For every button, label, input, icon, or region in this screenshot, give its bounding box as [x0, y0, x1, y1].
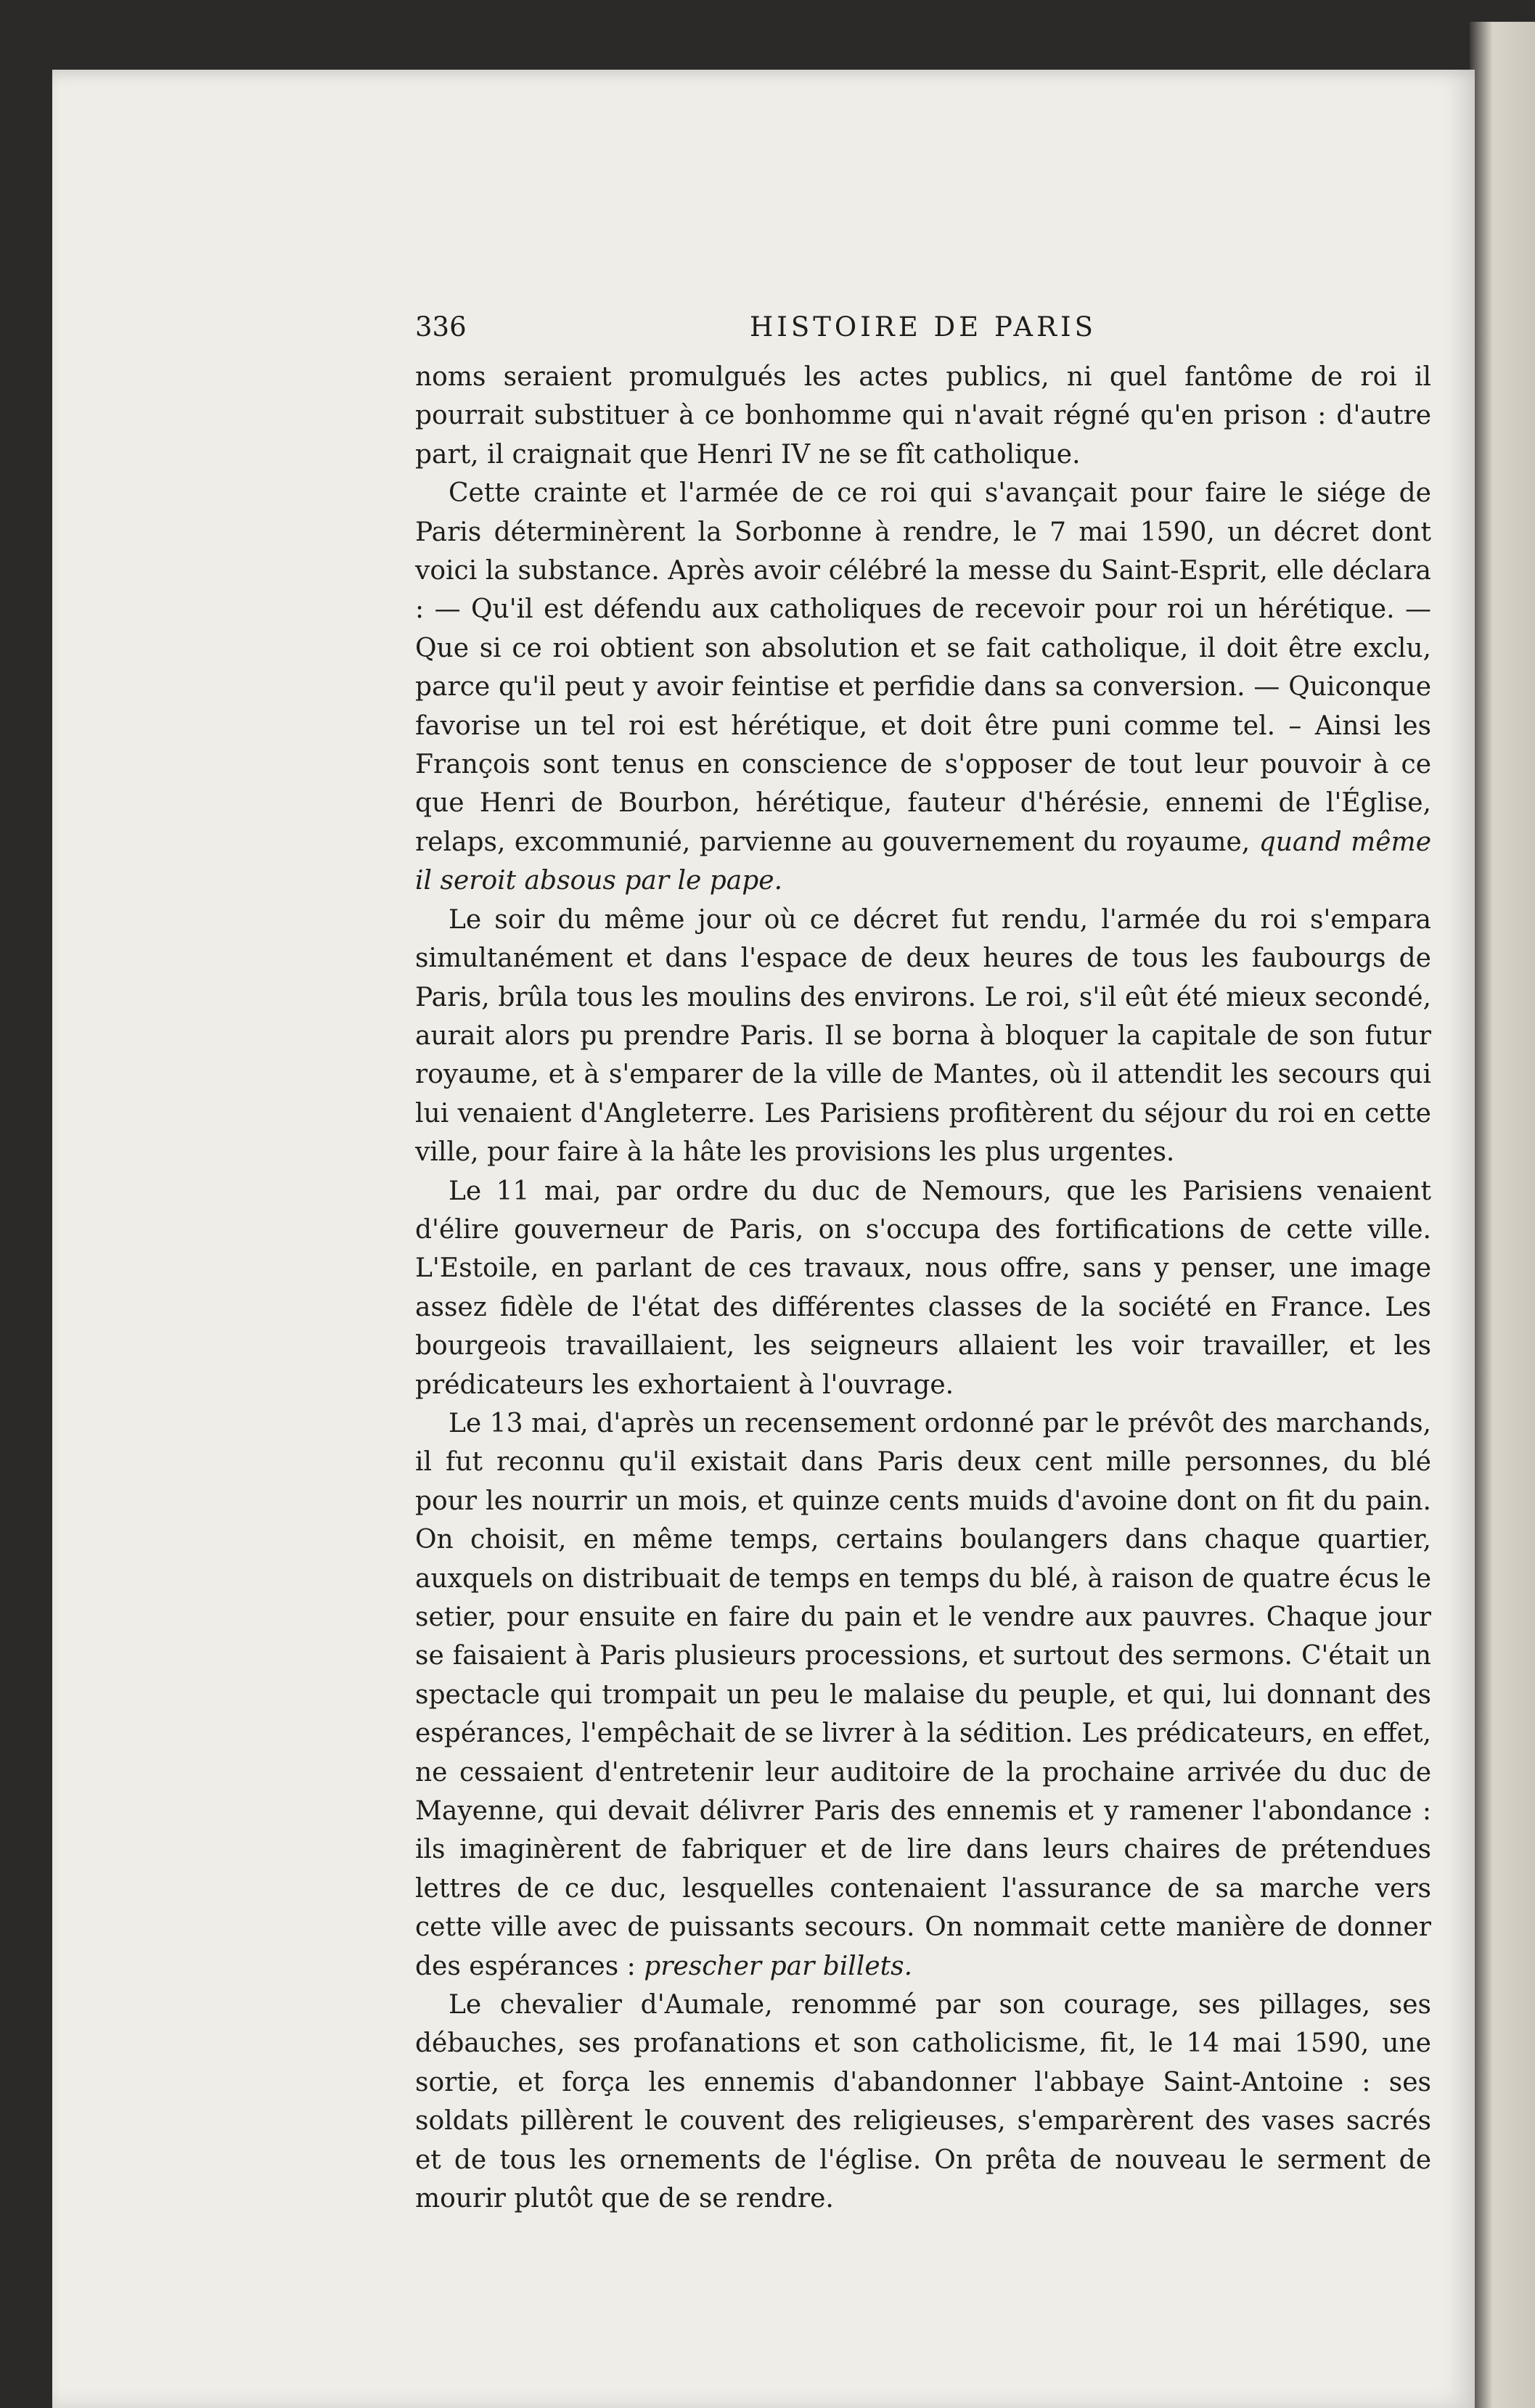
paragraph-3-text: Le soir du même jour où ce décret fut rendu, l'armée du roi s'empara simultanément et dans l'espace de deux heures de tous les faubourgs de Paris, brûla tous les moulins des environs. Le roi, s'il eût été mieux secondé, aurait alors pu prendre Paris. Il se borna à bloquer la capitale de son futur royaume, et à s'emparer de la ville de Mantes, où il attendit les secours qui lui venaient d'Angleterre. Les Parisiens profitèrent du séjour du roi en cette ville, pour faire à la hâte les provisions les plus urgentes.	[415, 904, 1431, 1168]
paragraph-5-text: Le 13 mai, d'après un recensement ordonné par le prévôt des marchands, il fut reconnu qu'il existait dans Paris deux cent mille personnes, du blé pour les nourrir un mois, et quinze cents muids d'avoine dont on fit du pain. On choisit, en même temps, certains boulangers dans chaque quartier, auxquels on distribuait de temps en temps du blé, à raison de quatre écus le setier, pour ensuite en faire du pain et le vendre aux pauvres. Chaque jour se faisaient à Paris plusieurs processions, et surtout des sermons. C'était un spectacle qui trompait un peu le malaise du peuple, et qui, lui donnant des espérances, l'empêchait de se livrer à la sédition. Les prédicateurs, en effet, ne cessaient d'entretenir leur auditoire de la prochaine arrivée du duc de Mayenne, qui devait délivrer Paris des ennemis et y ramener l'abondance : ils imaginèrent de fabriquer et de lire dans leurs chaires de prétendues lettres de ce duc, lesquelles contenaient l'assurance de sa marche vers cette ville avec de puissants secours. On nommait cette manière de donner des espérances :	[415, 1408, 1431, 1981]
text-block	[415, 306, 1431, 2219]
paragraph-1	[415, 358, 1431, 474]
paragraph-3	[415, 901, 1431, 1172]
paragraph-4	[415, 1172, 1431, 1404]
paragraph-4-text: Le 11 mai, par ordre du duc de Nemours, que les Parisiens venaient d'élire gouverneur de Paris, on s'occupa des fortifications de cette ville. L'Estoile, en parlant de ces travaux, nous offre, sans y penser, une image assez fidèle de l'état des différentes classes de la société en France. Les bourgeois travaillaient, les seigneurs allaient les voir travailler, et les prédicateurs les exhortaient à l'ouvrage.	[415, 1176, 1431, 1400]
adjacent-page-edge	[1470, 22, 1535, 2408]
paragraph-2-text: Cette crainte et l'armée de ce roi qui s'avançait pour faire le siége de Paris déterminèrent la Sorbonne à rendre, le 7 mai 1590, un décret dont voici la substance. Après avoir célébré la messe du Saint-Esprit, elle déclara : — Qu'il est défendu aux catholiques de recevoir pour roi un hérétique. — Que si ce roi obtient son absolution et se fait catholique, il doit être exclu, parce qu'il peut y avoir feintise et perfidie dans sa conversion. — Quiconque favorise un tel roi est hérétique, et doit être puni comme tel. – Ainsi les François sont tenus en conscience de s'opposer de tout leur pouvoir à ce que Henri de Bourbon, hérétique, fauteur d'hérésie, ennemi de l'Église, relaps, excommunié, parvienne au gouvernement du royaume,	[415, 478, 1431, 857]
paragraph-5	[415, 1404, 1431, 1986]
paragraph-2-italic: quand même il seroit absous par le pape.	[415, 827, 1431, 896]
body-text	[415, 358, 1431, 2219]
paragraph-2	[415, 474, 1431, 900]
page-header	[415, 306, 1431, 358]
book-page	[52, 70, 1475, 2408]
page-number: 336	[415, 311, 467, 343]
paragraph-1-text: noms seraient promulgués les actes publics, ni quel fantôme de roi il pourrait substituer à ce bonhomme qui n'avait régné qu'en prison : d'autre part, il craignait que Henri IV ne se fît catholique.	[415, 362, 1431, 470]
paragraph-6	[415, 1986, 1431, 2218]
paragraph-6-text: Le chevalier d'Aumale, renommé par son courage, ses pillages, ses débauches, ses profanations et son catholicisme, fit, le 14 mai 1590, une sortie, et força les ennemis d'abandonner l'abbaye Saint-Antoine : ses soldats pillèrent le couvent des religieuses, s'emparèrent des vases sacrés et de tous les ornements de l'église. On prêta de nouveau le serment de mourir plutôt que de se rendre.	[415, 1990, 1431, 2214]
paragraph-5-italic: prescher par billets.	[644, 1951, 913, 1981]
running-title: HISTOIRE DE PARIS	[750, 311, 1097, 343]
